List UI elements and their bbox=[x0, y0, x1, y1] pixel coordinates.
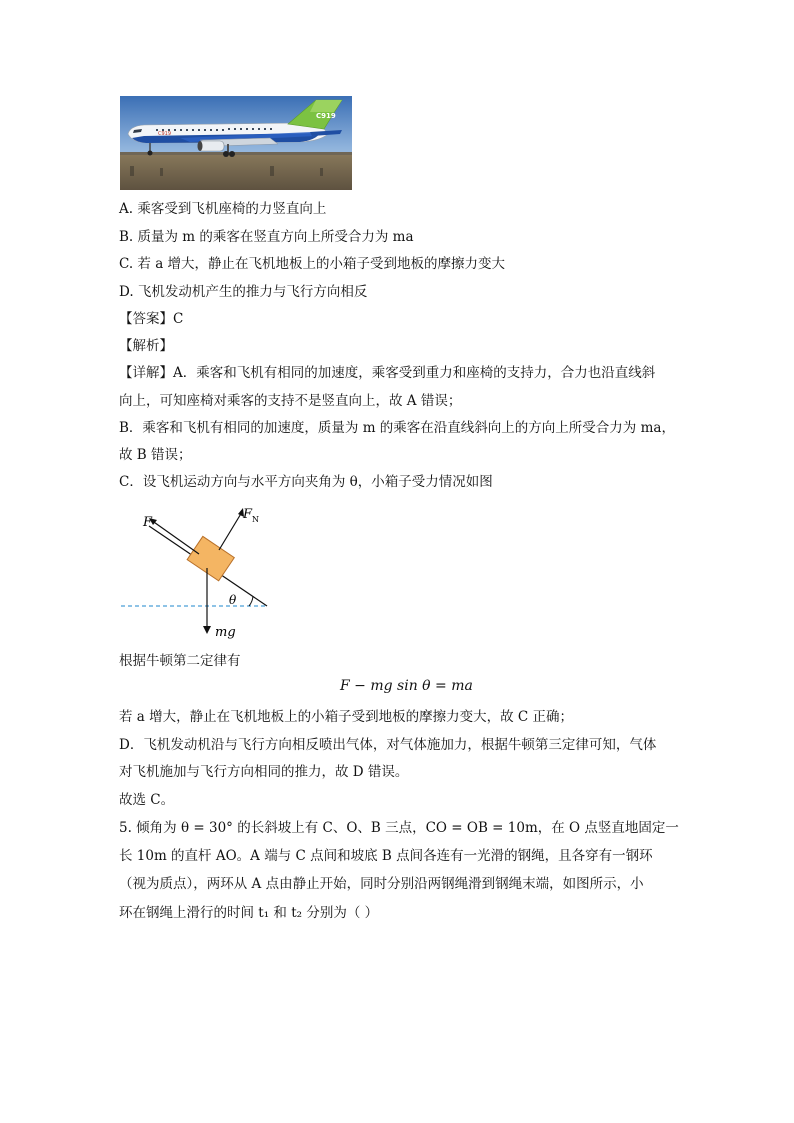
formula: F − mg sin θ = ma bbox=[340, 678, 473, 694]
explanation-b-line2: 故 B 错误； bbox=[119, 447, 192, 463]
option-b: B. 质量为 m 的乘客在竖直方向上所受合力为 ma bbox=[119, 229, 414, 245]
option-a: A. 乘客受到飞机座椅的力竖直向上 bbox=[119, 201, 327, 217]
normal-force-arrow bbox=[219, 512, 242, 550]
explanation-c-conclusion: 若 a 增大，静止在飞机地板上的小箱子受到地板的摩擦力变大，故 C 正确； bbox=[119, 709, 574, 725]
angle-label: θ bbox=[229, 593, 237, 607]
force-diagram bbox=[119, 500, 279, 645]
c919-airplane-image bbox=[120, 96, 352, 190]
explanation-b-line1: B．乘客和飞机有相同的加速度，质量为 m 的乘客在沿直线斜向上的方向上所受合力为 ma， bbox=[119, 420, 675, 436]
normal-force-label: F bbox=[243, 507, 253, 522]
weight-arrow-head bbox=[203, 626, 211, 634]
newton-law-line: 根据牛顿第二定律有 bbox=[119, 653, 241, 669]
final-answer: 故选 C。 bbox=[119, 792, 175, 808]
question5-line2: 长 10m 的直杆 AO。A 端与 C 点间和坡底 B 点间各连有一光滑的钢绳，且各穿有一钢环 bbox=[119, 848, 653, 864]
airplane-photo bbox=[120, 96, 352, 190]
explanation-d-line2: 对飞机施加与飞行方向相同的推力，故 D 错误。 bbox=[119, 764, 409, 780]
weight-label: mg bbox=[215, 625, 236, 640]
friction-arrow bbox=[151, 520, 199, 554]
explanation-a-line1: 【详解】A．乘客和飞机有相同的加速度，乘客受到重力和座椅的支持力，合力也沿直线斜 bbox=[119, 365, 656, 381]
normal-force-subscript: N bbox=[252, 515, 259, 524]
explanation-a-line2: 向上，可知座椅对乘客的支持不是竖直向上，故 A 错误； bbox=[119, 393, 462, 409]
question5-line1: 5. 倾角为 θ = 30° 的长斜坡上有 C、O、B 三点，CO = OB = 10m，在 O 点竖直地固定一 bbox=[119, 820, 679, 836]
svg-text:C919: C919 bbox=[158, 131, 172, 137]
question5-line3: （视为质点），两环从 A 点由静止开始，同时分别沿两钢绳滑到钢绳末端，如图所示，小 bbox=[119, 876, 644, 892]
angle-arc bbox=[249, 596, 253, 606]
answer: 【答案】C bbox=[119, 311, 184, 327]
tail-logo-text: C919 bbox=[316, 112, 336, 120]
explanation-d-line1: D．飞机发动机沿与飞行方向相反喷出气体，对气体施加力，根据牛顿第三定律可知，气体 bbox=[119, 737, 657, 753]
option-d: D. 飞机发动机产生的推力与飞行方向相反 bbox=[119, 284, 368, 300]
analysis-title: 【解析】 bbox=[119, 338, 173, 354]
explanation-c-line1: C．设飞机运动方向与水平方向夹角为 θ，小箱子受力情况如图 bbox=[119, 474, 493, 490]
option-c: C. 若 a 增大，静止在飞机地板上的小箱子受到地板的摩擦力变大 bbox=[119, 256, 506, 272]
friction-label: F bbox=[143, 515, 153, 530]
question5-line4: 环在钢绳上滑行的时间 t₁ 和 t₂ 分别为（ ） bbox=[119, 905, 379, 921]
box bbox=[187, 536, 234, 580]
